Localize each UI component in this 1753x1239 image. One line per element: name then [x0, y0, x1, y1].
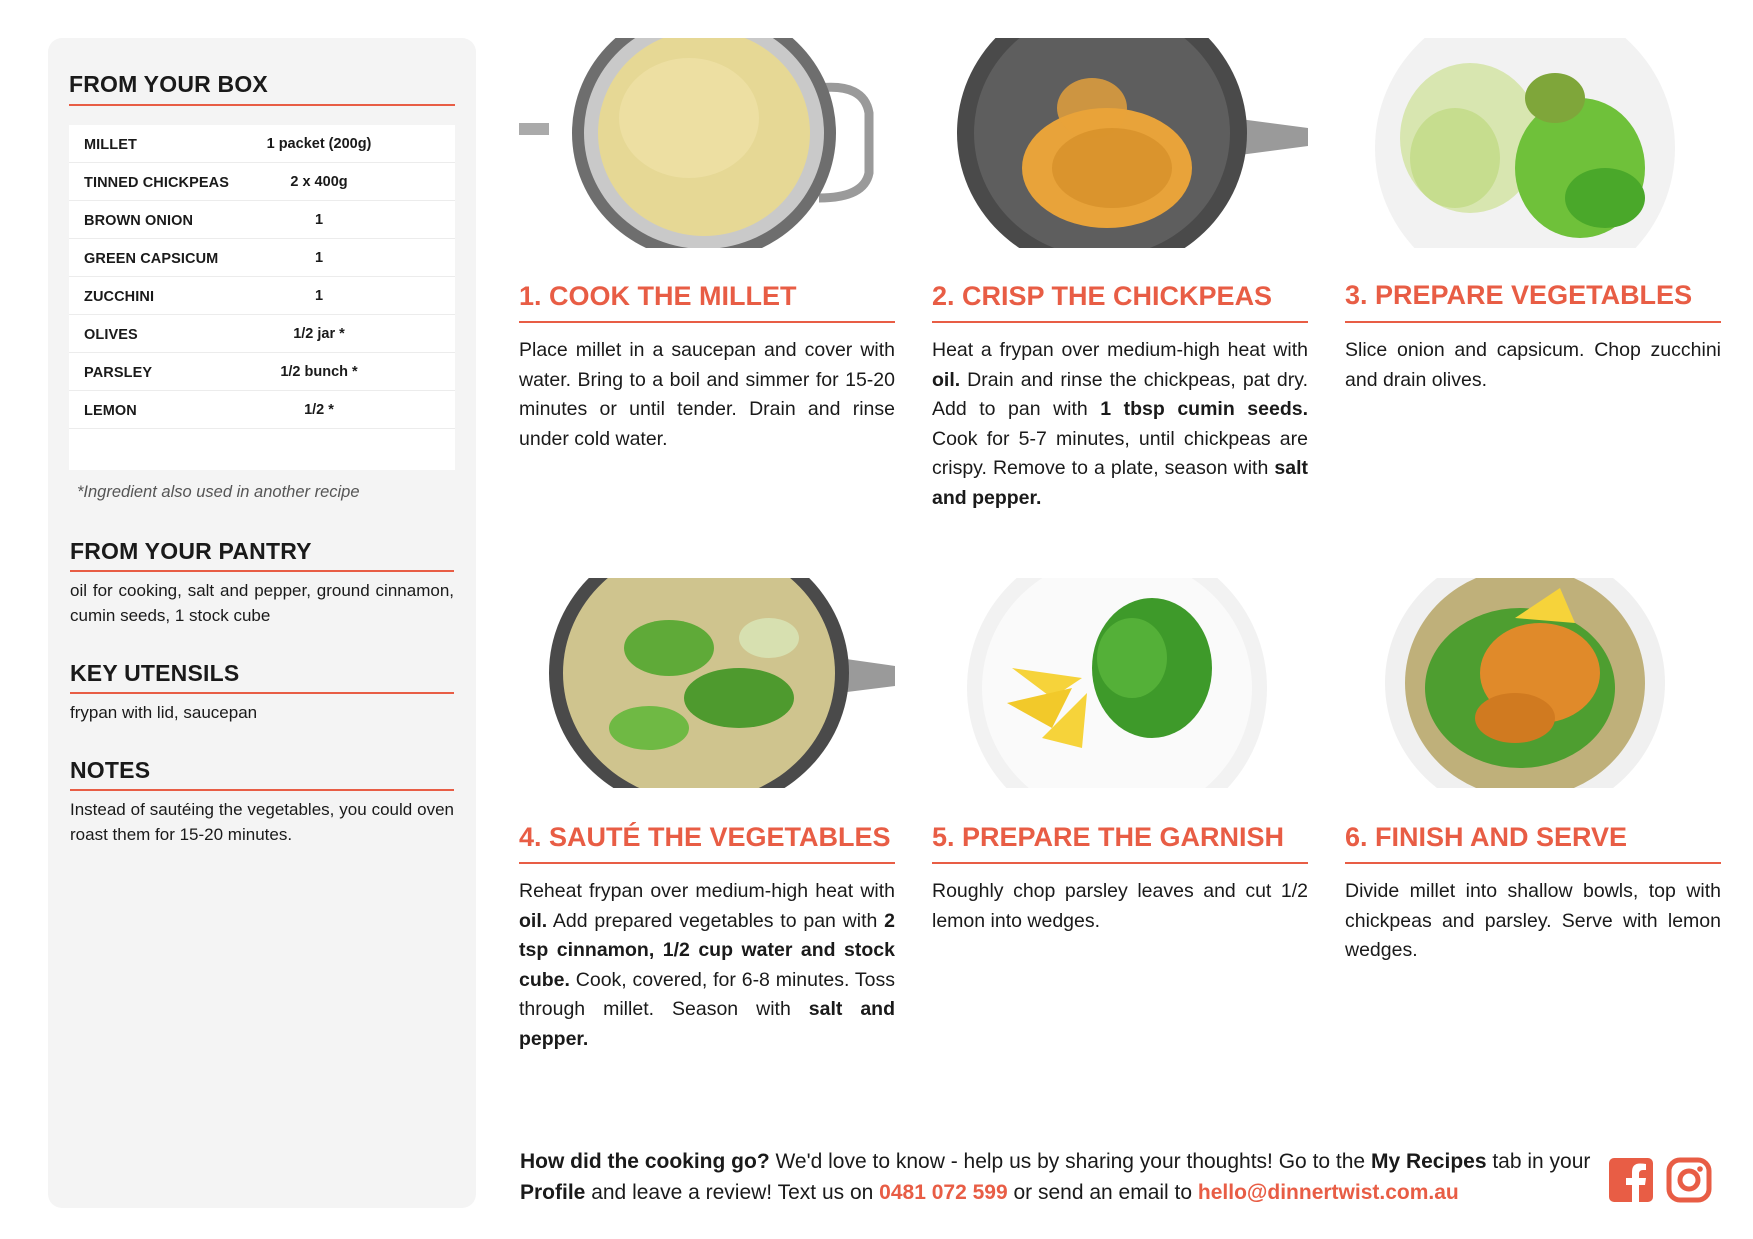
step-emphasis: 1 tbsp cumin seeds. [1100, 398, 1308, 420]
ingredient-name: MILLET [84, 137, 137, 153]
step-6-body [1345, 877, 1721, 966]
feedback-question: How did the cooking go? [520, 1150, 770, 1173]
step-5-photo [932, 578, 1308, 788]
section-divider [70, 570, 454, 572]
step-text: Reheat frypan over medium-high heat with [519, 880, 895, 902]
ingredient-qty: 1 [314, 250, 324, 266]
step-divider [519, 321, 895, 323]
facebook-icon[interactable] [1608, 1157, 1654, 1203]
email-link[interactable]: hello@dinnertwist.com.au [1197, 1181, 1459, 1204]
step-divider [932, 321, 1308, 323]
step-divider [1345, 321, 1721, 323]
section-divider [70, 789, 454, 791]
ingredients-panel [48, 38, 476, 1208]
step-4-photo [519, 578, 895, 788]
ingredient-footnote: *Ingredient also used in another recipe [77, 483, 360, 501]
table-row [69, 163, 455, 201]
ingredient-qty: 1/2 jar * [293, 326, 345, 342]
step-5-body [932, 877, 1308, 936]
step-divider [519, 862, 895, 864]
step-text: Divide millet into shallow bowls, top with chickpeas and parsley. Serve with lemon wedges. [1345, 880, 1721, 961]
section-divider [69, 104, 455, 106]
ingredient-qty: 1 [314, 288, 324, 304]
step-6-title: 6. FINISH AND SERVE [1345, 822, 1628, 852]
step-text: Add prepared vegetables to pan with [547, 909, 885, 932]
table-row [69, 277, 455, 315]
step-text: Cook for 5-7 minutes, until chickpeas are crispy. Remove to a plate, season with [932, 427, 1308, 479]
ingredient-qty: 1/2 * [304, 402, 334, 418]
step-text: Heat a frypan over medium-high heat with [932, 339, 1308, 361]
utensils-title: KEY UTENSILS [70, 660, 240, 686]
ingredient-qty: 2 x 400g [290, 174, 348, 190]
step-5-title: 5. PREPARE THE GARNISH [932, 822, 1285, 852]
ingredients-table [69, 125, 455, 470]
table-row [69, 239, 455, 277]
ingredient-name: ZUCCHINI [84, 289, 155, 305]
footer-text: We'd love to know - help us by sharing your thoughts! Go to the [769, 1150, 1371, 1173]
footer-text: and leave a review! Text us on [585, 1181, 880, 1204]
step-text: Slice onion and capsicum. Chop zucchini and drain olives. [1345, 339, 1721, 391]
step-2-title: 2. CRISP THE CHICKPEAS [932, 281, 1273, 311]
step-divider [1345, 862, 1721, 864]
step-divider [932, 862, 1308, 864]
from-your-box-title: FROM YOUR BOX [69, 71, 268, 97]
step-4-title: 4. SAUTÉ THE VEGETABLES [519, 822, 891, 852]
step-emphasis: 2 tsp cinnamon, 1/2 cup water and stock cube. [519, 909, 895, 991]
step-1-title: 1. COOK THE MILLET [519, 281, 797, 311]
step-emphasis: oil. [519, 909, 548, 932]
step-3-title: 3. PREPARE VEGETABLES [1345, 280, 1693, 310]
step-text: Place millet in a saucepan and cover with water. Bring to a boil and simmer for 15-20 minutes or until tender. Drain and rinse under cold water. [519, 339, 895, 450]
footer-text: tab in your [1486, 1150, 1591, 1173]
ingredient-qty: 1 packet (200g) [266, 136, 372, 152]
step-2-photo [932, 38, 1308, 248]
step-emphasis: salt and pepper. [932, 457, 1308, 509]
ingredient-qty: 1 [314, 212, 324, 228]
profile-link[interactable]: Profile [520, 1181, 586, 1204]
ingredient-name: LEMON [84, 403, 137, 419]
ingredient-name: OLIVES [84, 327, 138, 343]
step-6-photo [1345, 578, 1721, 788]
step-1-photo [519, 38, 895, 248]
pantry-text: oil for cooking, salt and pepper, ground cinnamon, cumin seeds, 1 stock cube [70, 581, 454, 625]
table-row [69, 125, 455, 163]
step-text: Drain and rinse the chickpeas, pat dry. Add to pan with [932, 368, 1308, 420]
utensils-text: frypan with lid, saucepan [70, 703, 258, 722]
table-row [69, 315, 455, 353]
pantry-title: FROM YOUR PANTRY [70, 538, 312, 564]
step-text: Cook, covered, for 6-8 minutes. Toss through millet. Season with [519, 968, 895, 1020]
step-2-body [932, 336, 1308, 513]
ingredient-qty: 1/2 bunch * [280, 364, 358, 380]
step-emphasis: salt and pepper. [519, 998, 896, 1050]
step-text: Roughly chop parsley leaves and cut 1/2 lemon into wedges. [932, 880, 1308, 932]
notes-title: NOTES [70, 757, 151, 783]
ingredient-name: GREEN CAPSICUM [84, 251, 219, 267]
feedback-footer [520, 1146, 1600, 1208]
footer-text: or send an email to [1007, 1181, 1198, 1204]
step-4-body [519, 877, 895, 1054]
step-3-body [1345, 336, 1721, 395]
table-row [69, 353, 455, 391]
step-3-photo [1345, 38, 1721, 248]
ingredient-name: PARSLEY [84, 365, 153, 381]
step-1-body [519, 336, 895, 454]
section-divider [70, 692, 454, 694]
step-emphasis: oil. [932, 368, 961, 391]
my-recipes-link[interactable]: My Recipes [1370, 1150, 1487, 1173]
instagram-icon[interactable] [1666, 1157, 1712, 1203]
table-row [69, 201, 455, 239]
phone-link[interactable]: 0481 072 599 [879, 1181, 1008, 1204]
ingredient-name: TINNED CHICKPEAS [84, 175, 229, 191]
table-row [69, 391, 455, 429]
notes-text: Instead of sautéing the vegetables, you could oven roast them for 15-20 minutes. [70, 800, 454, 844]
ingredient-name: BROWN ONION [84, 213, 194, 229]
